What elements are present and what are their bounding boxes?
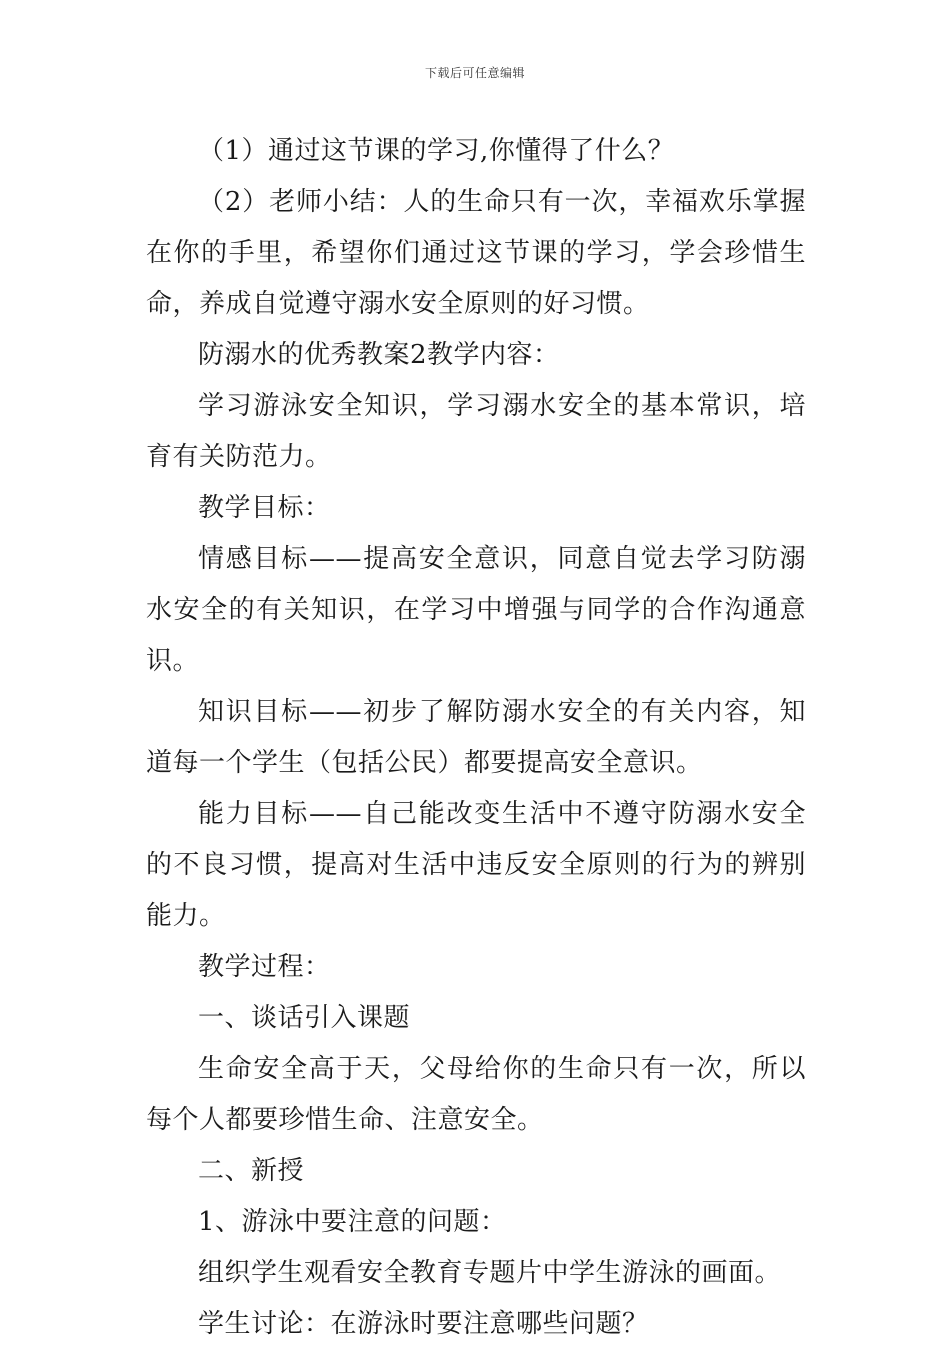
paragraph-emotional-objective: 情感目标——提高安全意识，同意自觉去学习防溺水安全的有关知识，在学习中增强与同学的合作沟通意识。 [146, 544, 806, 676]
paragraph-lesson-content: 学习游泳安全知识，学习溺水安全的基本常识，培育有关防范力。 [146, 391, 806, 472]
paragraph-watch-video: 组织学生观看安全教育专题片中学生游泳的画面。 [198, 1258, 782, 1288]
paragraph-teacher-summary: （2）老师小结：人的生命只有一次，幸福欢乐掌握在你的手里，希望你们通过这节课的学习，学会珍惜生命，养成自觉遵守溺水安全原则的好习惯。 [146, 187, 806, 319]
paragraph-reflection-question: （1）通过这节课的学习,你懂得了什么？ [198, 136, 675, 166]
paragraph-knowledge-objective: 知识目标——初步了解防溺水安全的有关内容，知道每一个学生（包括公民）都要提高安全意识。 [146, 697, 806, 778]
paragraph-process-heading: 教学过程： [198, 952, 331, 982]
paragraph-section-one-heading: 一、谈话引入课题 [198, 1003, 411, 1033]
paragraph-section-one-body: 生命安全高于天，父母给你的生命只有一次，所以每个人都要珍惜生命、注意安全。 [146, 1054, 806, 1135]
paragraph-student-discussion: 学生讨论：在游泳时要注意哪些问题？ [198, 1309, 649, 1339]
paragraph-swimming-issues-heading: 1、游泳中要注意的问题： [198, 1207, 507, 1237]
document-body [146, 126, 806, 1350]
header-note: 下载后可任意编辑 [424, 66, 525, 80]
paragraph-ability-objective: 能力目标——自己能改变生活中不遵守防溺水安全的不良习惯，提高对生活中违反安全原则的行为的辨别能力。 [146, 799, 806, 931]
paragraph-objectives-heading: 教学目标： [198, 493, 331, 523]
paragraph-lesson2-content-heading: 防溺水的优秀教案2教学内容： [198, 340, 560, 370]
paragraph-section-two-heading: 二、新授 [198, 1156, 305, 1186]
